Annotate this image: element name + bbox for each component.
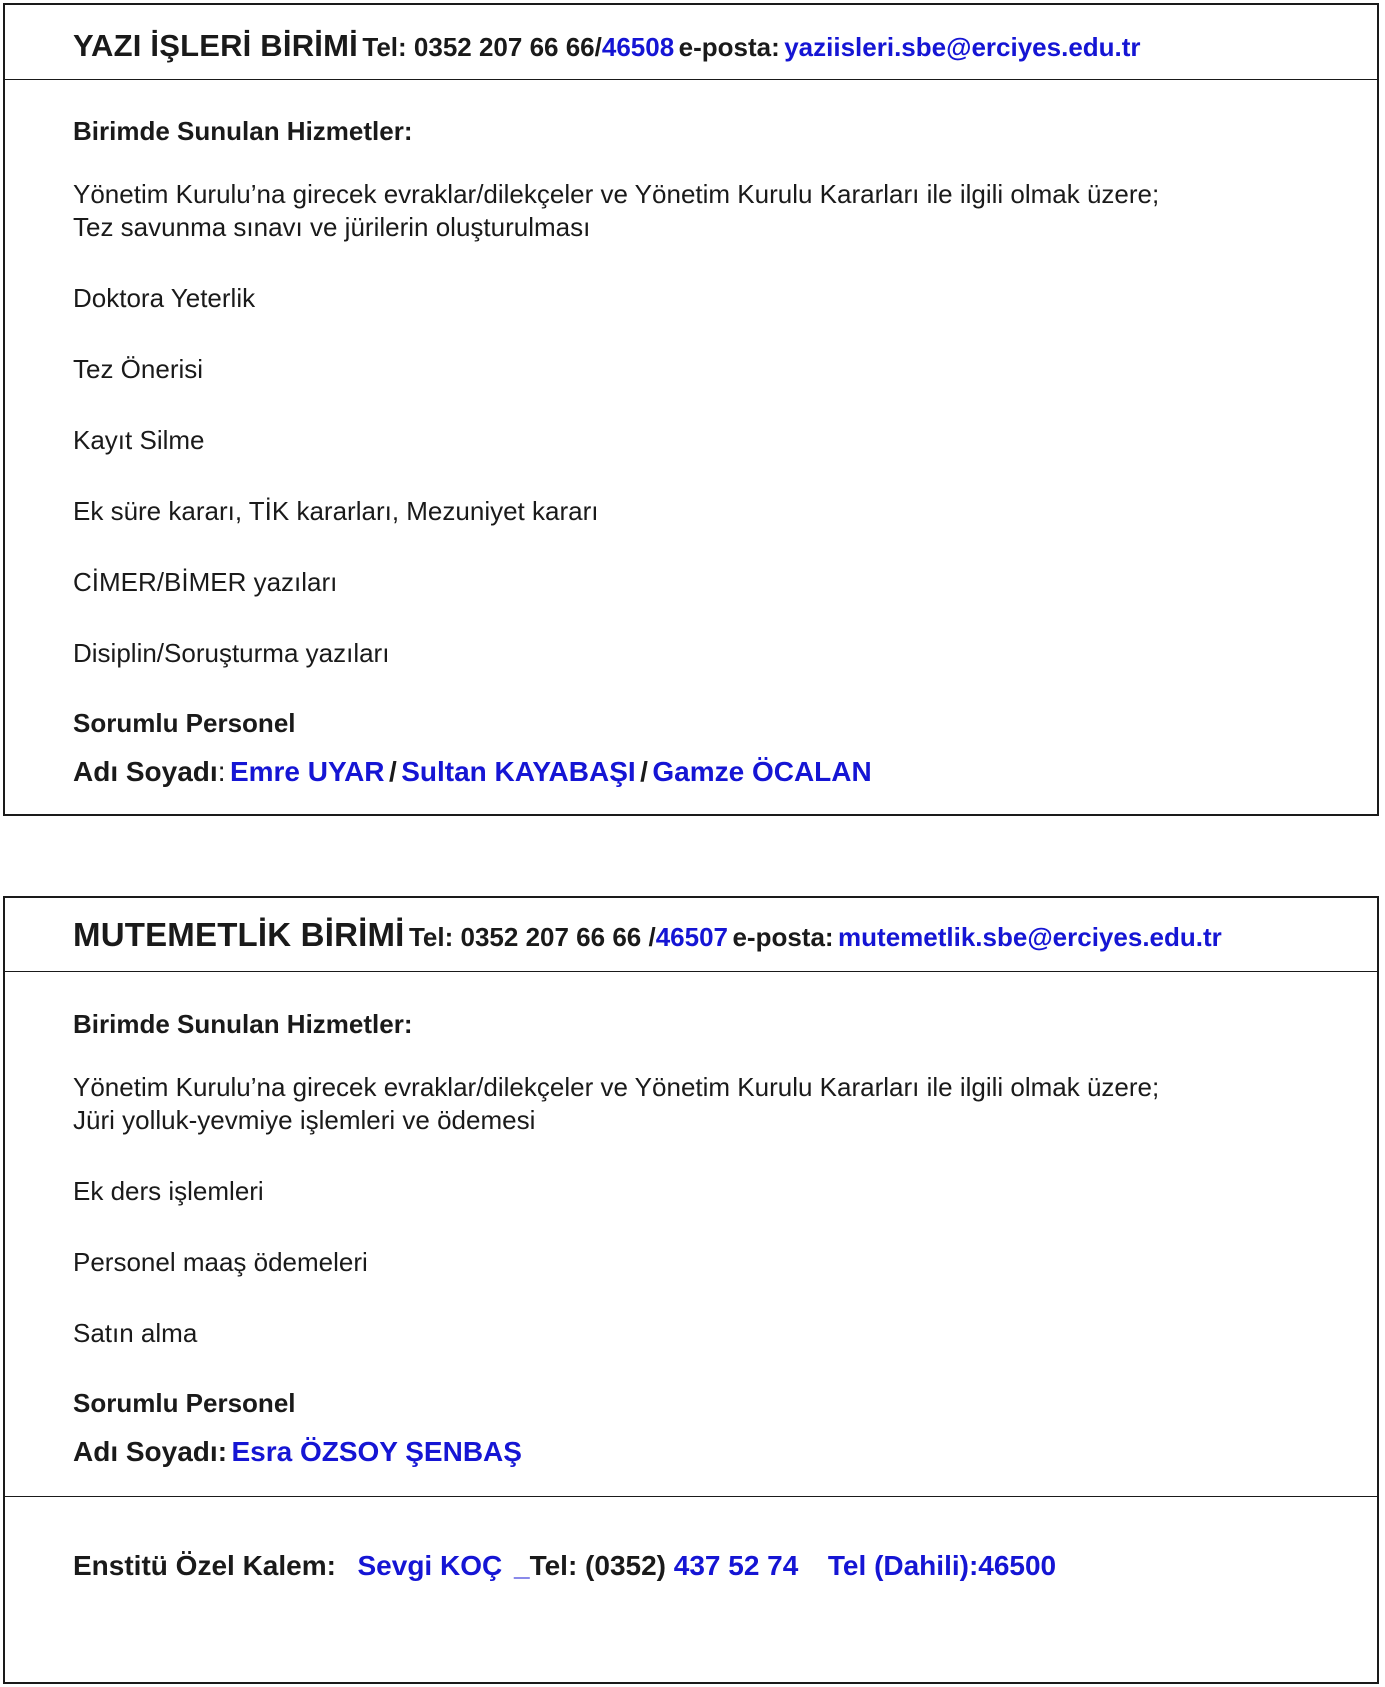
unit-email-label: e-posta:: [678, 32, 780, 62]
services-heading: Birimde Sunulan Hizmetler:: [73, 116, 413, 146]
footer-label: Enstitü Özel Kalem:: [73, 1550, 336, 1581]
service-item: Personel maaş ödemeleri: [73, 1247, 368, 1277]
unit-title: YAZI İŞLERİ BİRİMİ: [73, 28, 358, 63]
name-label: Adı Soyadı:: [73, 1436, 228, 1467]
service-item: Doktora Yeterlik: [73, 283, 256, 313]
intro-line-2: Jüri yolluk-yevmiye işlemleri ve ödemesi: [73, 1105, 536, 1135]
intro-line-1: Yönetim Kurulu’na girecek evraklar/dilekçeler ve Yönetim Kurulu Kararları ile ilgili olmak üzere;: [73, 179, 1160, 209]
unit-header: [73, 30, 1141, 61]
unit-card-mutemetlik: [3, 896, 1379, 1684]
footer-name: Sevgi KOÇ: [357, 1550, 503, 1581]
intro-line-1: Yönetim Kurulu’na girecek evraklar/dilekçeler ve Yönetim Kurulu Kararları ile ilgili olmak üzere;: [73, 1072, 1160, 1102]
service-item: Satın alma: [73, 1318, 198, 1348]
unit-card-yazi-isleri: [3, 3, 1379, 816]
name-colon: :: [217, 756, 226, 787]
unit-email-link[interactable]: mutemetlik.sbe@erciyes.edu.tr: [838, 922, 1222, 952]
staff-name: Esra ÖZSOY ŞENBAŞ: [231, 1436, 522, 1467]
footer-underscore: _: [513, 1550, 530, 1581]
header-divider: [5, 971, 1377, 972]
service-item: Disiplin/Soruşturma yazıları: [73, 638, 390, 668]
services-heading: Birimde Sunulan Hizmetler:: [73, 1009, 413, 1039]
staff-name: Gamze ÖCALAN: [652, 756, 872, 787]
unit-header: [73, 918, 1222, 951]
service-item: CİMER/BİMER yazıları: [73, 567, 338, 597]
name-label: Adı Soyadı: [73, 756, 218, 787]
staff-heading: Sorumlu Personel: [73, 1388, 296, 1418]
staff-row: [73, 1438, 522, 1466]
unit-title: MUTEMETLİK BİRİMİ: [73, 916, 405, 953]
name-separator: /: [388, 756, 397, 787]
service-item: Ek süre kararı, TİK kararları, Mezuniyet kararı: [73, 496, 599, 526]
footer-tel-label: Tel: (0352): [529, 1550, 666, 1581]
footer-row: [73, 1552, 1056, 1580]
name-separator: /: [640, 756, 648, 787]
staff-row: [73, 758, 872, 786]
footer-divider: [5, 1496, 1377, 1497]
unit-email-link[interactable]: yaziisleri.sbe@erciyes.edu.tr: [784, 32, 1141, 62]
unit-tel-ext: 46507: [655, 922, 728, 952]
intro-line-2: Tez savunma sınavı ve jürilerin oluşturulması: [73, 212, 591, 242]
unit-tel-label: Tel: 0352 207 66 66/: [362, 32, 602, 62]
unit-tel-label: Tel: 0352 207 66 66 /: [408, 922, 656, 952]
service-item: Kayıt Silme: [73, 425, 205, 455]
staff-name: Emre UYAR: [229, 756, 385, 787]
staff-heading: Sorumlu Personel: [73, 708, 296, 738]
staff-name: Sultan KAYABAŞI: [401, 756, 636, 787]
service-item: Ek ders işlemleri: [73, 1176, 264, 1206]
unit-email-label: e-posta:: [732, 922, 834, 952]
footer-tel-number: 437 52 74: [673, 1550, 799, 1581]
footer-internal-tel: Tel (Dahili):46500: [827, 1550, 1057, 1581]
service-item: Tez Önerisi: [73, 354, 204, 384]
unit-tel-ext: 46508: [601, 32, 675, 62]
header-divider: [5, 79, 1377, 80]
